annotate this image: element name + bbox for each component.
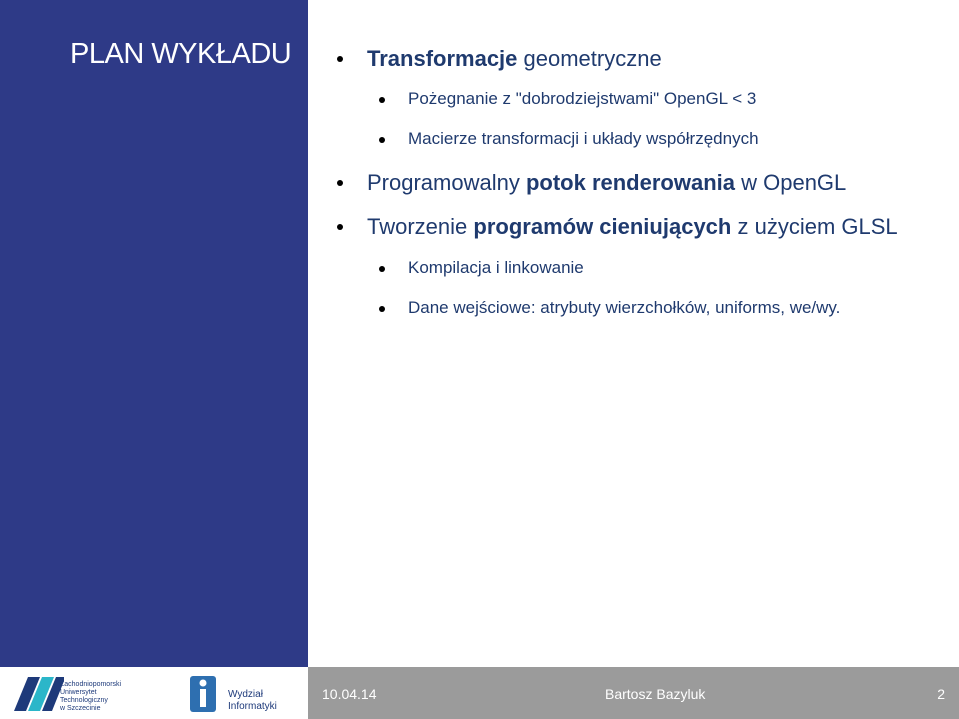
bullet-text: w OpenGL — [735, 170, 847, 195]
bullet-text: Transformacje — [367, 46, 518, 71]
bullet-dot-icon — [379, 306, 385, 312]
sub-bullet-item — [408, 129, 759, 149]
bullet-text: Pożegnanie z "dobrodziejstwami" OpenGL < 3 — [408, 89, 757, 108]
bullet-dot-icon — [337, 56, 343, 62]
faculty-name: Wydział Informatyki — [228, 689, 277, 712]
footer-date: 10.04.14 — [322, 686, 377, 702]
bullet-text: z użyciem GLSL — [731, 214, 898, 239]
footer-bar — [308, 667, 959, 719]
bullet-text: Programowalny — [367, 170, 526, 195]
bullet-item — [367, 214, 898, 240]
bullet-text: geometryczne — [517, 46, 662, 71]
slide-title: PLAN WYKŁADU — [70, 38, 292, 70]
bullet-text: Macierze transformacji i układy współrzędnych — [408, 129, 759, 148]
faculty-logo-icon — [190, 676, 216, 712]
sub-bullet-item — [408, 89, 756, 109]
page-number: 2 — [937, 686, 945, 702]
bullet-dot-icon — [379, 137, 385, 143]
bullet-text: Dane wejściowe: atrybuty wierzchołków, uniforms, we/wy. — [408, 298, 841, 317]
footer-author: Bartosz Bazyluk — [605, 686, 706, 702]
bullet-item — [367, 46, 662, 72]
bullet-text: programów cieniujących — [473, 214, 732, 239]
bullet-dot-icon — [379, 97, 385, 103]
university-logo-icon — [14, 677, 64, 711]
bullet-dot-icon — [337, 224, 343, 230]
university-name: Zachodniopomorski Uniwersytet Technologiczny w Szczecinie — [60, 681, 122, 712]
bullet-dot-icon — [379, 266, 385, 272]
sub-bullet-item — [408, 298, 840, 318]
bullet-text: Tworzenie — [367, 214, 474, 239]
bullet-text: potok renderowania — [525, 170, 735, 195]
sub-bullet-item — [408, 258, 584, 278]
bullet-text: Kompilacja i linkowanie — [408, 258, 584, 277]
bullet-dot-icon — [337, 180, 343, 186]
bullet-item — [367, 170, 846, 196]
